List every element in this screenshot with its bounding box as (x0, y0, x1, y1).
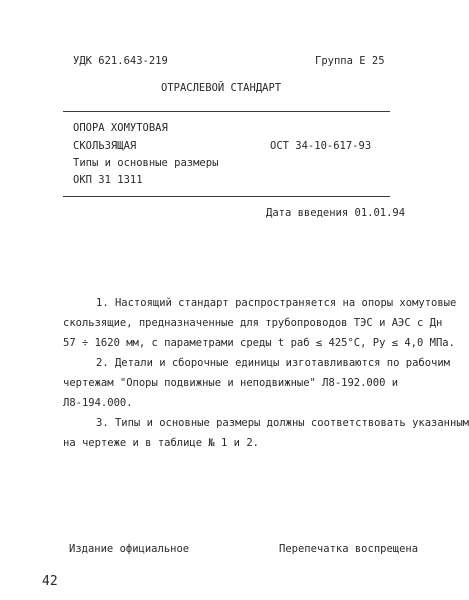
footer-official-edition: Издание официальное (69, 543, 190, 555)
clause-line: 2. Детали и сборочные единицы изготавливаются по рабочим (96, 357, 451, 369)
page-number: 42 (42, 574, 58, 589)
effective-date: Дата введения 01.01.94 (266, 207, 406, 219)
product-name-line2: СКОЛЬЗЯЩАЯ (73, 140, 137, 152)
udk-code: УДК 621.643-219 (73, 55, 168, 67)
footer-reprint-prohibited: Перепечатка воспрещена (279, 543, 419, 555)
standard-number: ОСТ 34-10-617-93 (270, 140, 372, 152)
clause-line: Л8-194.000. (63, 397, 133, 409)
okp-code: ОКП 31 1311 (73, 174, 143, 186)
product-name-line3: Типы и основные размеры (73, 157, 219, 169)
product-name-line1: ОПОРА ХОМУТОВАЯ (73, 122, 168, 134)
clause-line: 1. Настоящий стандарт распространяется на опоры хомутовые (96, 297, 457, 309)
clause-line: 3. Типы и основные размеры должны соответствовать указанным (96, 417, 469, 429)
clause-line: скользящие, предназначенные для трубопроводов ТЭС и АЭС с Дн (63, 317, 443, 329)
clause-line: на чертеже и в таблице № 1 и 2. (63, 437, 259, 449)
document-title: ОТРАСЛЕВОЙ СТАНДАРТ (161, 82, 282, 94)
clause-line: чертежам "Опоры подвижные и неподвижные" Л8-192.000 и (63, 377, 399, 389)
group-code: Группа Е 25 (315, 55, 385, 67)
header-divider (63, 111, 390, 112)
clause-line: 57 ÷ 1620 мм, с параметрами среды t раб ≤ 425°С, Ру ≤ 4,0 МПа. (63, 337, 455, 349)
section-divider (63, 196, 390, 197)
